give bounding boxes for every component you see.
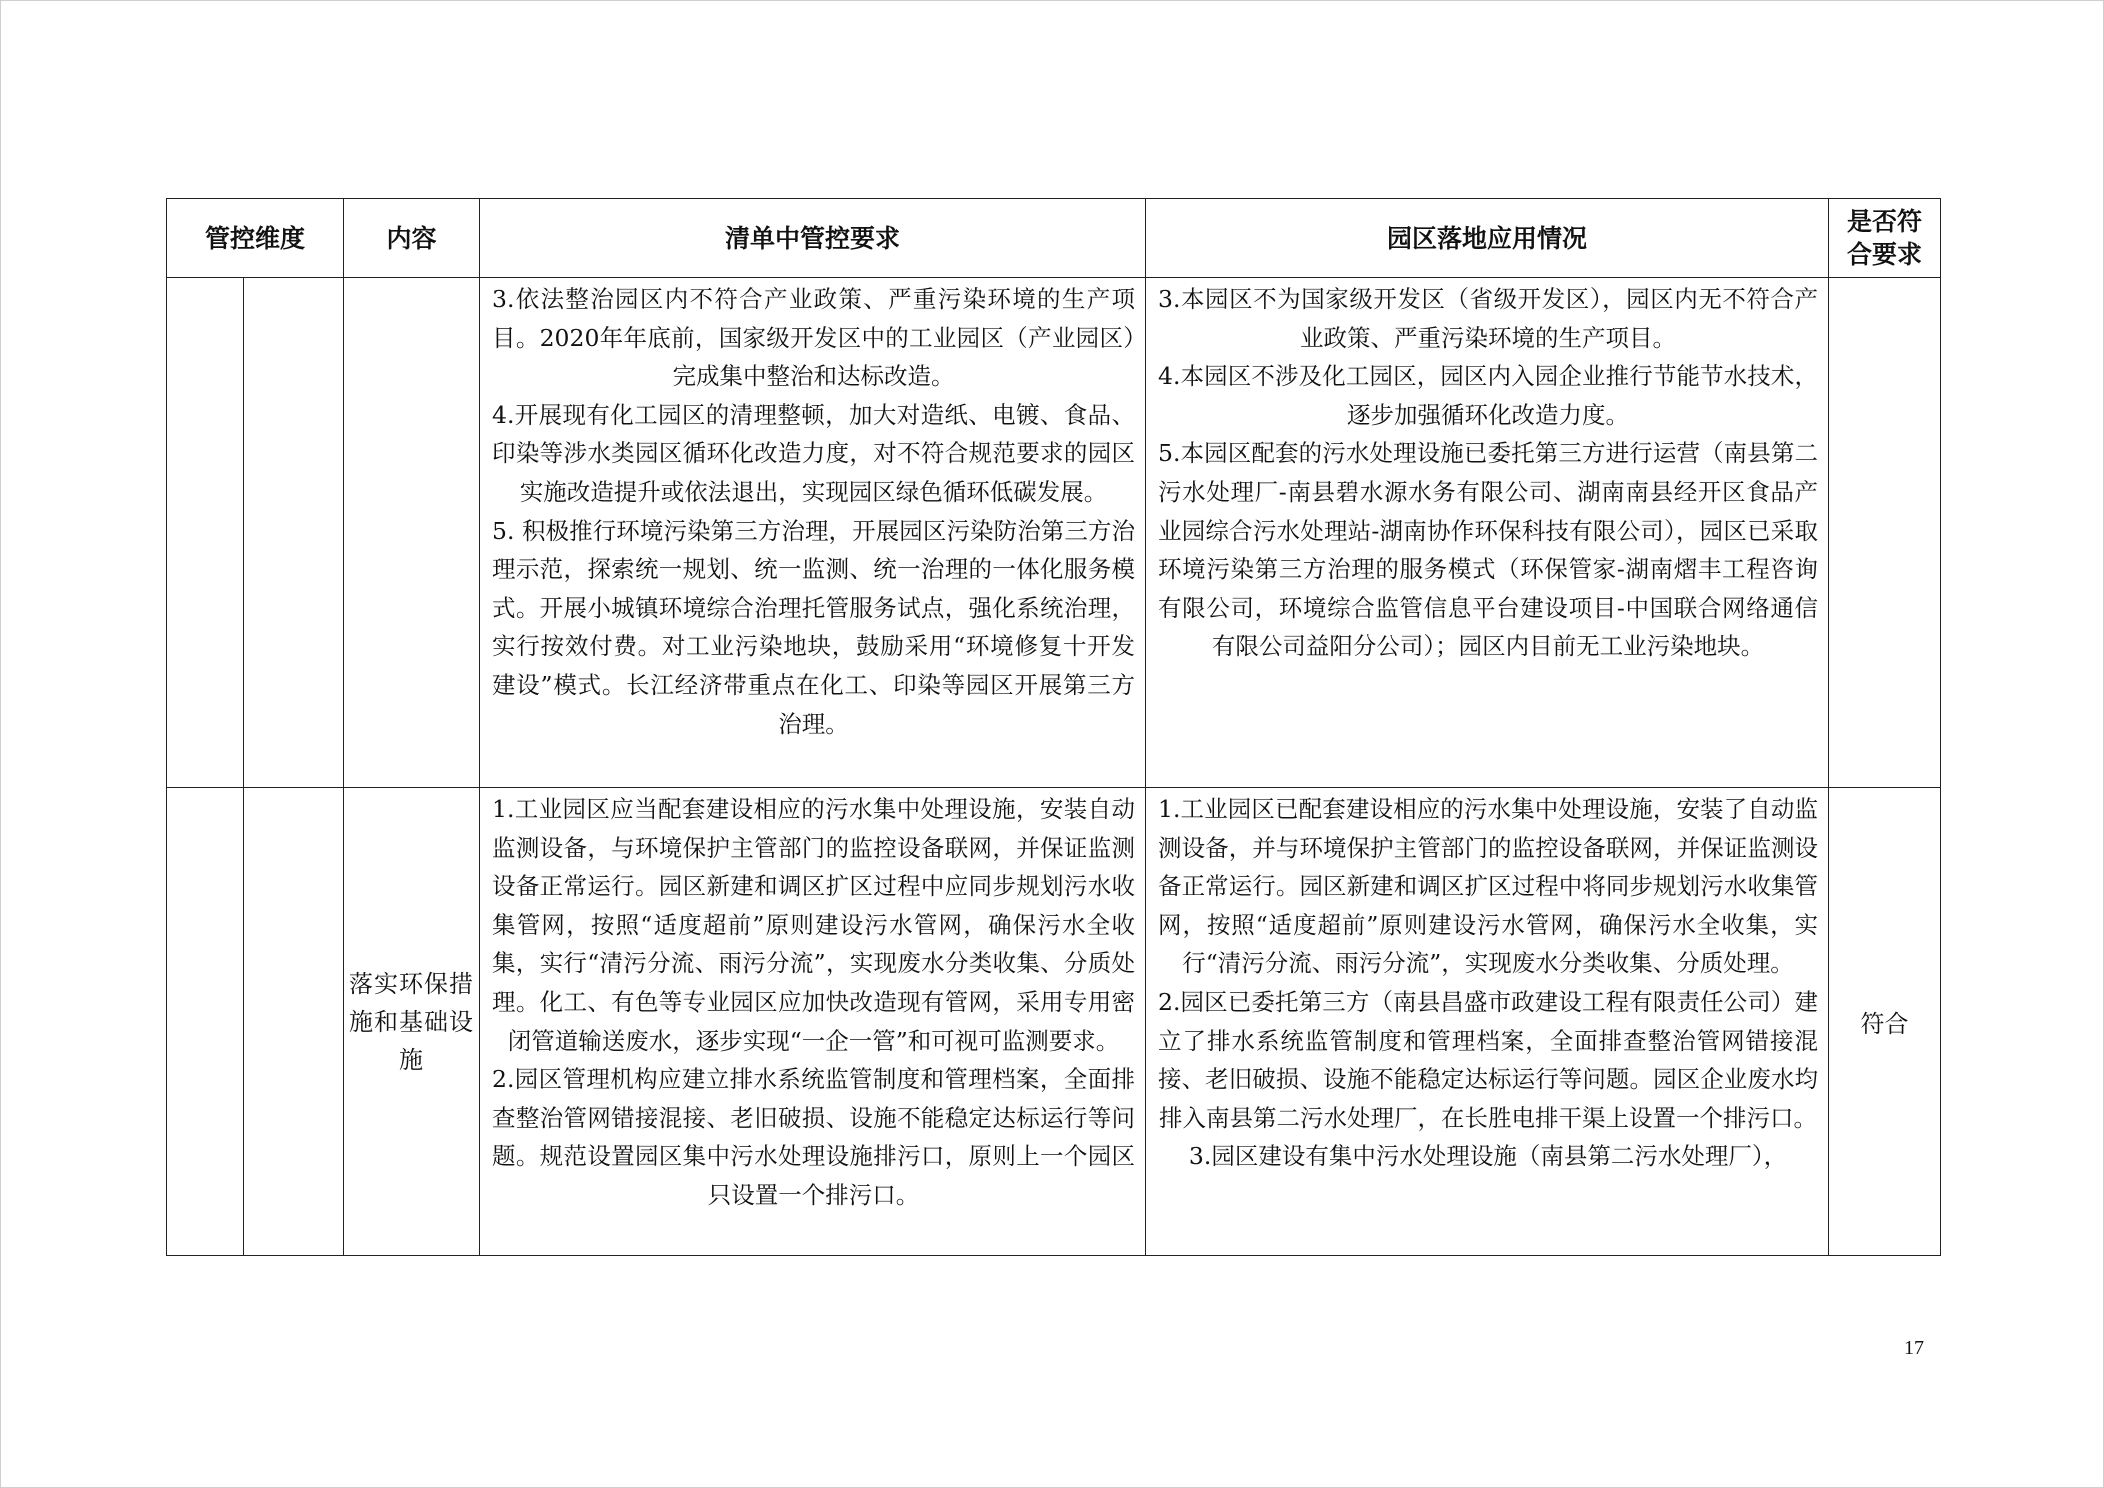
- table-header-row: [167, 199, 1941, 278]
- application-item: 1.工业园区已配套建设相应的污水集中处理设施，安装了自动监测设备，并与环境保护主管部门的监控设备联网，并保证监测设备正常运行。园区新建和调区扩区过程中将同步规划污水收集管网，按照“适度超前”原则建设污水管网，确保污水全收集，实行“清污分流、雨污分流”，实现废水分类收集、分质处理。: [1158, 795, 1819, 978]
- header-requirement: 清单中管控要求: [480, 199, 1146, 278]
- header-compliance: 是否符合要求: [1829, 199, 1941, 278]
- compliance-cell: 符合: [1829, 788, 1941, 1256]
- requirement-item: 5. 积极推行环境污染第三方治理，开展园区污染防治第三方治理示范，探索统一规划、统一监测、统一治理的一体化服务模式。开展小城镇环境综合治理托管服务试点，强化系统治理，实行按效付费。对工业污染地块，鼓励采用“环境修复十开发建设”模式。长江经济带重点在化工、印染等园区开展第三方治理。: [492, 516, 1136, 738]
- content-cell: 落实环保措施和基础设施: [344, 788, 480, 1256]
- application-item: 2.园区已委托第三方（南县昌盛市政建设工程有限责任公司）建立了排水系统监管制度和管理档案，全面排查整治管网错接混接、老旧破损、设施不能稳定达标运行等问题。园区企业废水均排入南县第二污水处理厂，在长胜电排干渠上设置一个排污口。: [1158, 987, 1819, 1132]
- application-cell: [1146, 278, 1829, 788]
- application-item: 5.本园区配套的污水处理设施已委托第三方进行运营（南县第二污水处理厂-南县碧水源水务有限公司、湖南南县经开区食品产业园综合污水处理站-湖南协作环保科技有限公司），园区已采取环境污染第三方治理的服务模式（环保管家-湖南熠丰工程咨询有限公司，环境综合监管信息平台建设项目-中国联合网络通信有限公司益阳分公司）；园区内目前无工业污染地块。: [1158, 439, 1819, 661]
- requirement-cell: [480, 278, 1146, 788]
- application-cell: [1146, 788, 1829, 1256]
- compliance-cell: [1829, 278, 1941, 788]
- application-item: 3.园区建设有集中污水处理设施（南县第二污水处理厂），: [1188, 1142, 1788, 1171]
- content-cell: [344, 278, 480, 788]
- header-dimension: 管控维度: [167, 199, 344, 278]
- dimension-cell: [167, 278, 244, 788]
- application-item: 3.本园区不为国家级开发区（省级开发区），园区内无不符合产业政策、严重污染环境的生产项目。: [1158, 285, 1819, 352]
- sub-dimension-cell: [244, 788, 344, 1256]
- sub-dimension-cell: [244, 278, 344, 788]
- requirement-item: 3.依法整治园区内不符合产业政策、严重污染环境的生产项目。2020年年底前，国家级开发区中的工业园区（产业园区）完成集中整治和达标改造。: [492, 285, 1136, 391]
- header-content: 内容: [344, 199, 480, 278]
- requirement-cell: [480, 788, 1146, 1256]
- dimension-cell: [167, 788, 244, 1256]
- control-requirements-table: [166, 198, 1941, 1256]
- page-number: 17: [1904, 1337, 1924, 1359]
- table-row: [167, 278, 1941, 788]
- header-application: 园区落地应用情况: [1146, 199, 1829, 278]
- requirement-item: 4.开展现有化工园区的清理整顿，加大对造纸、电镀、食品、印染等涉水类园区循环化改造力度，对不符合规范要求的园区实施改造提升或依法退出，实现园区绿色循环低碳发展。: [492, 400, 1136, 506]
- requirement-item: 2.园区管理机构应建立排水系统监管制度和管理档案，全面排查整治管网错接混接、老旧破损、设施不能稳定达标运行等问题。规范设置园区集中污水处理设施排污口，原则上一个园区只设置一个排污口。: [492, 1065, 1136, 1209]
- table-row: [167, 788, 1941, 1256]
- application-item: 4.本园区不涉及化工园区，园区内入园企业推行节能节水技术，逐步加强循环化改造力度。: [1158, 362, 1819, 429]
- requirement-item: 1.工业园区应当配套建设相应的污水集中处理设施，安装自动监测设备，与环境保护主管部门的监控设备联网，并保证监测设备正常运行。园区新建和调区扩区过程中应同步规划污水收集管网，按照“适度超前”原则建设污水管网，确保污水全收集，实行“清污分流、雨污分流”，实现废水分类收集、分质处理。化工、有色等专业园区应加快改造现有管网，采用专用密闭管道输送废水，逐步实现“一企一管”和可视可监测要求。: [492, 795, 1136, 1055]
